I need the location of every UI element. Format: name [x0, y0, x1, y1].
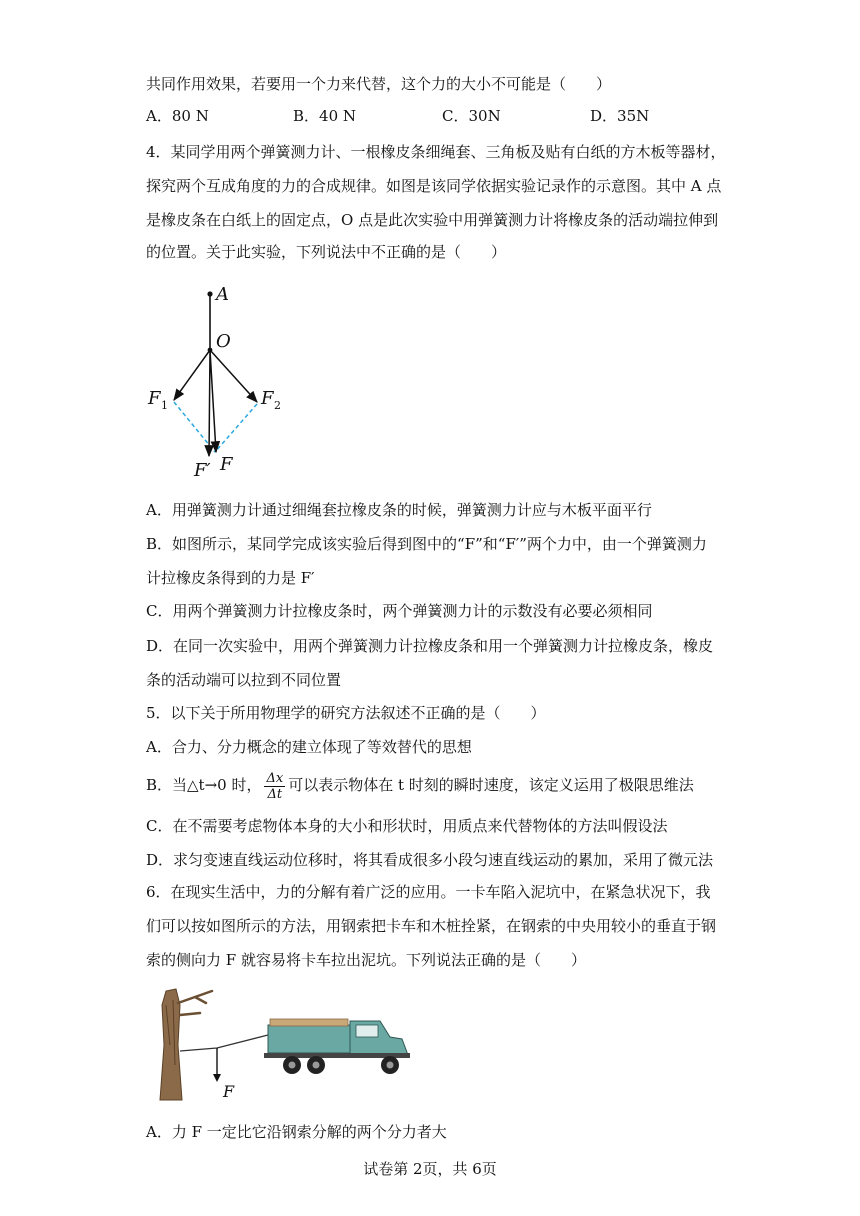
q6-stem-line-1: 6．在现实生活中，力的分解有着广泛的应用。一卡车陷入泥坑中，在紧急状况下，我	[146, 883, 711, 901]
q5-option-d: D．求匀变速直线运动位移时，将其看成很多小段匀速直线运动的累加，采用了微元法	[146, 851, 714, 869]
label-f2-sub: 2	[274, 399, 281, 412]
q4-option-b-line-2: 计拉橡皮条得到的力是 F′	[146, 569, 315, 587]
tree-trunk-icon	[160, 989, 182, 1100]
truck-diagram	[140, 985, 430, 1105]
steel-cable	[180, 1035, 268, 1051]
fraction-numerator: Δx	[266, 770, 284, 786]
page-footer: 试卷第 2页，共 6页	[363, 1160, 497, 1178]
label-f1: F	[148, 388, 161, 409]
label-f-prime: F′	[194, 460, 211, 480]
force-diagram	[140, 280, 300, 480]
fraction-denominator: Δt	[267, 786, 283, 802]
dashed-line-right	[215, 404, 257, 452]
arrow-f	[210, 350, 216, 452]
arrow-f-prime	[209, 350, 210, 456]
point-a	[207, 291, 212, 296]
q4-option-a: A．用弹簧测力计通过细绳套拉橡皮条的时候，弹簧测力计应与木板平面平行	[146, 501, 652, 519]
q5-option-b-pre: B．当△t→0 时，	[146, 776, 262, 794]
q3-option-d: D．35N	[590, 107, 650, 125]
q5-option-b	[146, 768, 694, 802]
label-o: O	[216, 331, 231, 352]
q4-stem-line-3: 是橡皮条在白纸上的固定点，O 点是此次实验中用弹簧测力计将橡皮条的活动端拉伸到	[146, 211, 719, 229]
q5-option-a: A．合力、分力概念的建立体现了等效替代的思想	[146, 738, 472, 756]
truck-icon	[264, 1019, 410, 1074]
label-f: F	[220, 454, 233, 475]
q6-stem-line-2: 们可以按如图所示的方法，用钢索把卡车和木桩拴紧，在钢索的中央用较小的垂直于钢	[146, 917, 717, 935]
q3-option-a: A．80 N	[146, 107, 209, 125]
delta-fraction	[264, 771, 285, 802]
q4-stem-line-4: 的位置。关于此实验，下列说法中不正确的是（ ）	[146, 243, 507, 261]
label-f1-sub: 1	[161, 399, 168, 412]
q6-stem-line-3: 索的侧向力 F 就容易将卡车拉出泥坑。下列说法正确的是（ ）	[146, 951, 586, 969]
q5-option-c: C．在不需要考虑物体本身的大小和形状时，用质点来代替物体的方法叫假设法	[146, 817, 668, 835]
q4-option-b-line-1: B．如图所示，某同学完成该实验后得到图中的“F”和“F′”两个力中，由一个弹簧测力	[146, 535, 707, 553]
arrow-f1	[174, 350, 210, 400]
q4-option-d-line-2: 条的活动端可以拉到不同位置	[146, 671, 342, 689]
tree-branch-icon	[178, 991, 212, 1015]
label-a: A	[216, 284, 229, 305]
q5-option-b-post: 可以表示物体在 t 时刻的瞬时速度，该定义运用了极限思维法	[288, 776, 694, 794]
q4-option-d-line-1: D．在同一次实验中，用两个弹簧测力计拉橡皮条和用一个弹簧测力计拉橡皮条，橡皮	[146, 637, 714, 655]
q3-option-c: C．30N	[442, 107, 501, 125]
q3-stem-end: 共同作用效果，若要用一个力来代替，这个力的大小不可能是（ ）	[146, 75, 612, 93]
q3-option-b: B．40 N	[293, 107, 357, 125]
q4-option-c: C．用两个弹簧测力计拉橡皮条时，两个弹簧测力计的示数没有必要必须相同	[146, 602, 653, 620]
q6-option-a: A．力 F 一定比它沿钢索分解的两个分力者大	[146, 1123, 447, 1141]
force-f-label: F	[223, 1082, 235, 1101]
q4-stem-line-1: 4．某同学用两个弹簧测力计、一根橡皮条细绳套、三角板及贴有白纸的方木板等器材，	[146, 143, 726, 161]
q5-stem: 5．以下关于所用物理学的研究方法叙述不正确的是（ ）	[146, 704, 546, 722]
q4-stem-line-2: 探究两个互成角度的力的合成规律。如图是该同学依据实验记录作的示意图。其中 A 点	[146, 177, 722, 195]
label-f2: F	[261, 388, 274, 409]
arrow-f2	[210, 350, 257, 402]
